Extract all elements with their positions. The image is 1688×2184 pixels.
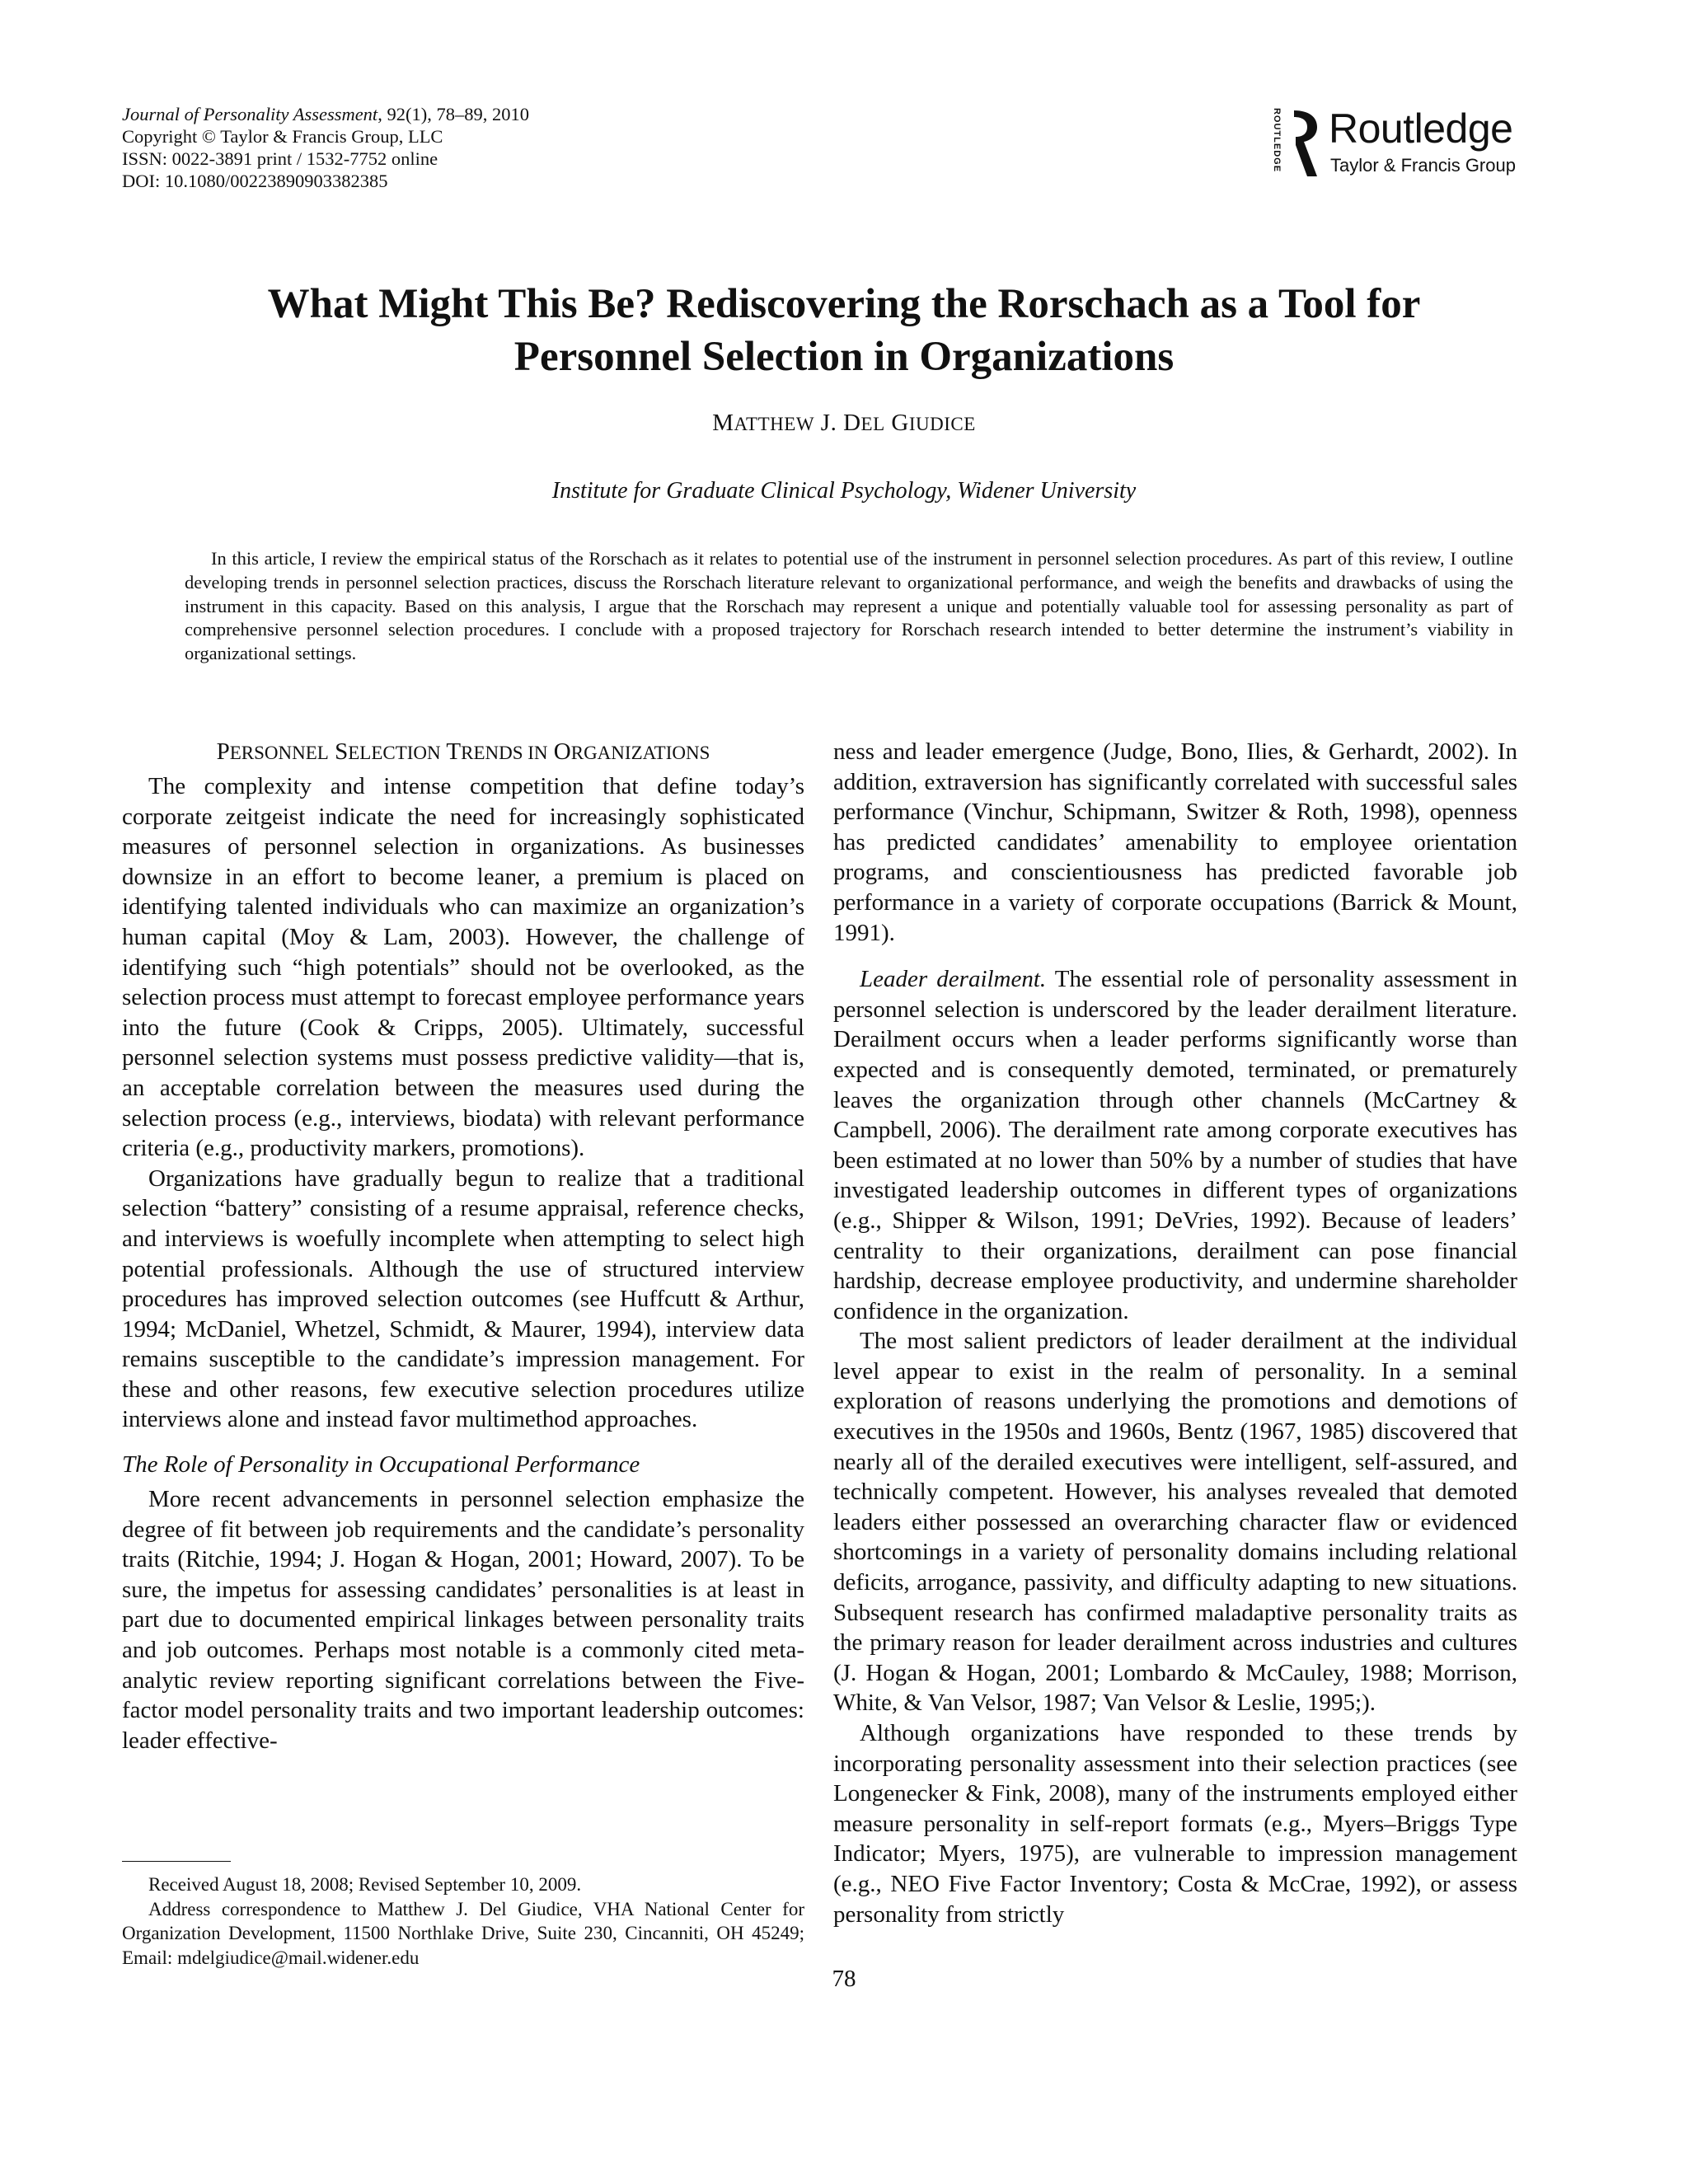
paragraph-text: The essential role of personality assessment in personnel selection is underscored by the leader derailment literature. Derailment occurs when a leader performs significantly worse than expected and is consequently demoted, terminated, or prematurely leaves the organization through other channels (McCartney & Campbell, 2006). The derailment rate among corporate executives has been estimated at no lower than 50% by a number of studies that have investigated leadership outcomes in different types of organizations (e.g., Shipper & Wilson, 1991; DeVries, 1992). Because of leaders’ centrality to their organizations, derailment can pose financial hardship, decrease employee productivity, and undermine shareholder confidence in the organization.	[833, 966, 1517, 1324]
abstract	[185, 547, 1513, 666]
body-paragraph: ness and leader emergence (Judge, Bono, Ilies, & Gerhardt, 2002). In addition, extraversion has significantly correlated with successful sales performance (Vinchur, Schipmann, Switzer & Roth, 1998), openness has predicted candidates’ amenability to employee orientation programs, and conscientiousness has predicted favorable job performance in a variety of corporate occupations (Barrick & Mount, 1991).	[833, 738, 1517, 946]
footnote-address: Address correspondence to Matthew J. Del Giudice, VHA National Center for Organization Development, 11500 Northlake Drive, Suite 230, Cincanniti, OH 45249; Email: mdelgiudice@mail.widener.edu	[122, 1898, 804, 1968]
article-title	[124, 278, 1564, 383]
body-paragraph: The most salient predictors of leader derailment at the individual level appear to exist in the realm of personality. In a seminal exploration of reasons underlying the promotions and demotions of executives in the 1950s and 1960s, Bentz (1967, 1985) discovered that nearly all of the derailed executives were intelligent, self-assured, and technically competent. However, his analyses revealed that demoted leaders either possessed an overarching character flaw or evidenced shortcomings in a variety of personality domains including relational deficits, arrogance, passivity, and difficulty adapting to new situations. Subsequent research has confirmed maladaptive personality traits as the primary reason for leader derailment across industries and cultures (J. Hogan & Hogan, 2001; Lombardo & McCauley, 1988; Morrison, White, & Van Velsor, 1987; Van Velsor & Leslie, 1995;).	[833, 1328, 1517, 1717]
journal-citation	[122, 103, 529, 125]
routledge-mark-icon	[1289, 107, 1322, 180]
abstract-text: In this article, I review the empirical status of the Rorschach as it relates to potential use of the instrument in personnel selection procedures. As part of this review, I outline developing trends in personnel selection practices, discuss the Rorschach literature relevant to organizational performance, and weigh the benefits and drawbacks of using the instrument in this capacity. Based on this analysis, I argue that the Rorschach may represent a unique and potentially valuable tool for assessing personality as part of comprehensive personnel selection procedures. I conclude with a proposed trajectory for Rorschach research intended to better determine the instrument’s viability in organizational settings.	[185, 548, 1513, 664]
body-paragraph: The complexity and intense competition that define today’s corporate zeitgeist indicate the need for increasingly sophisticated measures of personnel selection in organizations. As businesses downsize in an effort to become leaner, a premium is placed on identifying talented individuals who can maximize an organization’s human capital (Moy & Lam, 2003). However, the challenge of identifying such “high potentials” should not be overlooked, as the selection process must attempt to forecast employee performance years into the future (Cook & Cripps, 2005). Ultimately, successful personnel selection systems must possess predictive validity—that is, an acceptable correlation between the measures used during the selection process (e.g., interviews, biodata) with relevant performance criteria (e.g., productivity markers, promotions).	[122, 773, 804, 1162]
subsection-heading: The Role of Personality in Occupational Performance	[122, 1451, 640, 1479]
page-number: 78	[832, 1966, 856, 1992]
body-paragraph: Organizations have gradually begun to realize that a traditional selection “battery” consisting of a resume appraisal, reference checks, and interviews is woefully incomplete when attempting to select high potential professionals. Although the use of structured interview procedures has improved selection outcomes (see Huffcutt & Arthur, 1994; McDaniel, Whetzel, Schmidt, & Maurer, 1994), interview data remains susceptible to the candidate’s impression management. For these and other reasons, few executive selection procedures utilize interviews alone and instead favor multimethod approaches.	[122, 1165, 804, 1433]
paragraph-gap	[833, 948, 1517, 964]
copyright-line: Copyright © Taylor & Francis Group, LLC	[122, 126, 443, 147]
author-name: MATTHEW J. DEL GIUDICE	[712, 410, 976, 436]
body-paragraph: More recent advancements in personnel selection emphasize the degree of fit between job requirements and the candidate’s personality traits (Ritchie, 1994; J. Hogan & Hogan, 2001; Howard, 2007). To be sure, the impetus for assessing candidates’ personalities is at least in part due to documented empirical linkages between personality traits and job outcomes. Perhaps most notable is a commonly cited meta-analytic review reporting significant correlations between the Five-factor model personality traits and two important leadership outcomes: leader effective-	[122, 1486, 804, 1754]
left-column	[122, 737, 804, 1755]
author-affiliation: Institute for Graduate Clinical Psychology, Widener University	[551, 478, 1137, 504]
journal-header	[122, 103, 529, 192]
journal-issue: , 92(1), 78–89, 2010	[377, 104, 529, 124]
body-paragraph	[833, 964, 1517, 1326]
issn-line: ISSN: 0022-3891 print / 1532-7752 online	[122, 148, 438, 169]
journal-name: Journal of Personality Assessment	[122, 104, 378, 124]
right-column	[833, 737, 1517, 1929]
title-line-1: What Might This Be? Rediscovering the Rorschach as a Tool for	[267, 281, 1421, 327]
publisher-logo	[1269, 105, 1550, 180]
footnote-rule	[122, 1861, 231, 1862]
title-line-2: Personnel Selection in Organizations	[513, 334, 1175, 380]
run-in-heading: Leader derailment.	[860, 966, 1047, 993]
footnote	[122, 1872, 804, 1970]
doi-line: DOI: 10.1080/00223890903382385	[122, 171, 388, 191]
publisher-group: Taylor & Francis Group	[1330, 155, 1516, 176]
section-heading: PERSONNEL SELECTION TRENDS IN ORGANIZATIONS	[216, 738, 710, 765]
footnote-received: Received August 18, 2008; Revised September 10, 2009.	[148, 1874, 582, 1895]
body-paragraph: Although organizations have responded to these trends by incorporating personality assessment into their selection practices (see Longenecker & Fink, 2008), many of the instruments employed either measure personality in self-report formats (e.g., Myers–Briggs Type Indicator; Myers, 1975), are vulnerable to impression management (e.g., NEO Five Factor Inventory; Costa & McCrae, 1992), or assess personality from strictly	[833, 1720, 1517, 1928]
logo-vertical-text: ROUTLEDGE	[1272, 107, 1282, 173]
publisher-name: Routledge	[1329, 105, 1513, 152]
